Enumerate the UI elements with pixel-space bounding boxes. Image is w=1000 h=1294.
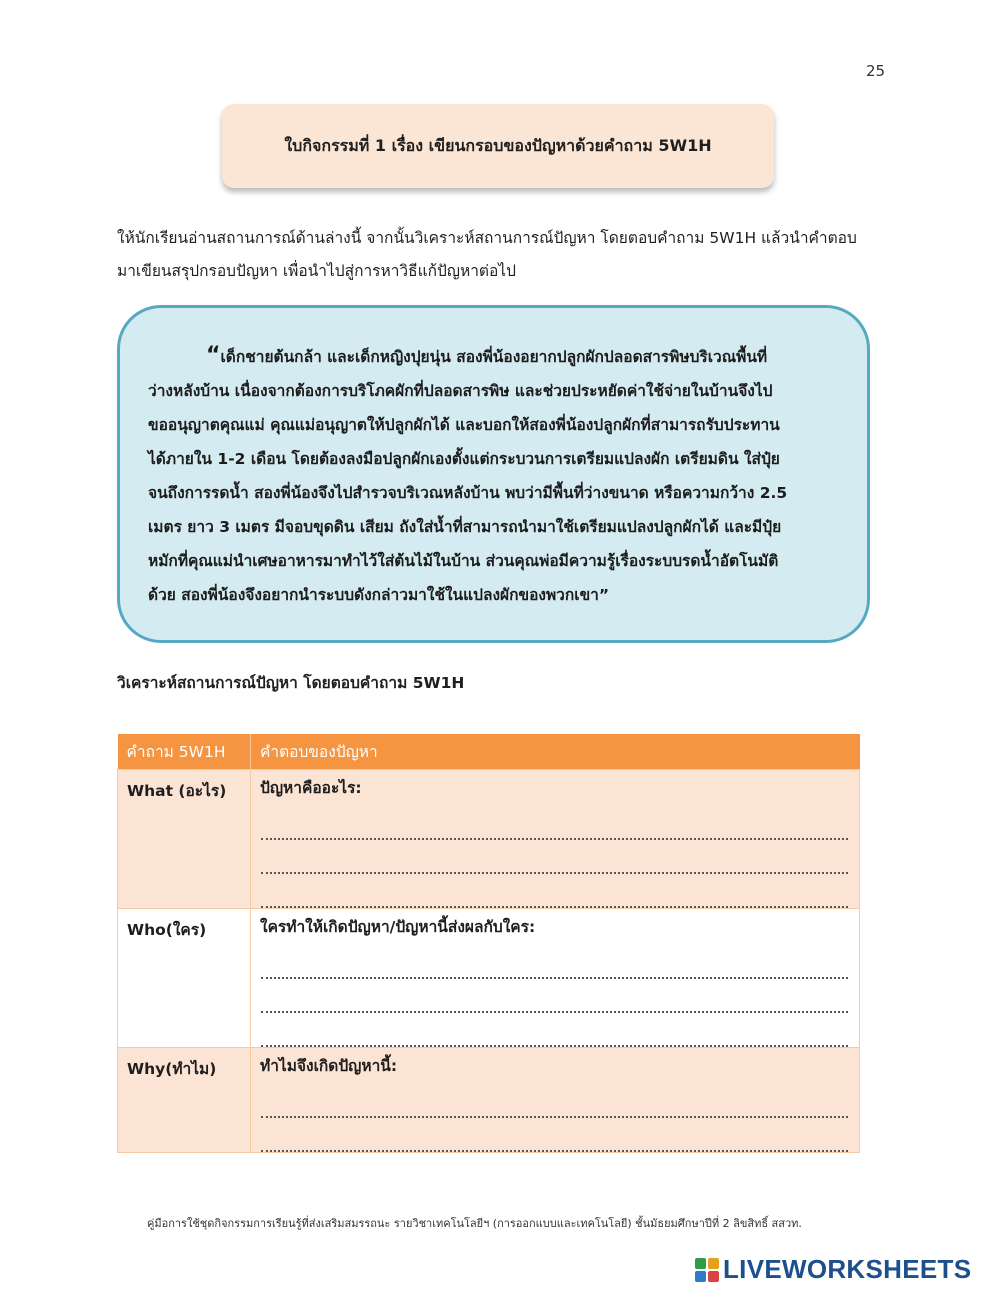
activity-title: ใบกิจกรรมที่ 1 เรื่อง เขียนกรอบของปัญหาด้วยคำถาม 5W1H — [284, 135, 712, 155]
scenario-line: ได้ภายใน 1-2 เดือน โดยต้องลงมือปลูกผักเองตั้งแต่กระบวนการเตรียมแปลงผัก เตรียมดิน ใส่ปุ๋ย — [148, 450, 780, 468]
footer-note: คู่มือการใช้ชุดกิจกรรมการเรียนรู้ที่ส่งเสริมสมรรถนะ รายวิชาเทคโนโลยีฯ (การออกแบบและเทคโนโลยี) ชั้นมัธยมศึกษาปีที่ 2 ลิขสิทธิ์ สสวท. — [147, 1217, 802, 1230]
prompt-who: ใครทำให้เกิดปัญหา/ปัญหานี้ส่งผลกับใคร: — [260, 918, 536, 936]
answer-line[interactable] — [261, 874, 848, 908]
scenario-line: ว่างหลังบ้าน เนื่องจากต้องการบริโภคผักที่ปลอดสารพิษ และช่วยประหยัดค่าใช้จ่ายในบ้านจึงไป — [148, 382, 773, 400]
table-header-row — [118, 734, 860, 770]
table-row-what — [118, 770, 860, 909]
answer-line[interactable] — [261, 1013, 848, 1047]
scenario-line: จนถึงการรดน้ำ สองพี่น้องจึงไปสำรวจบริเวณหลังบ้าน พบว่ามีพื้นที่ว่างขนาด หรือความกว้าง 2.5 — [148, 484, 788, 502]
answer-line[interactable] — [261, 1118, 848, 1152]
answer-cell-why — [251, 1048, 860, 1153]
answer-cell-what — [251, 770, 860, 909]
prompt-why: ทำไมจึงเกิดปัญหานี้: — [260, 1057, 398, 1075]
table-row-why — [118, 1048, 860, 1153]
scenario-box — [117, 305, 870, 643]
question-what: What (อะไร) — [118, 770, 251, 909]
scenario-line: “เด็กชายต้นกล้า และเด็กหญิงปุยนุ่น สองพี่น้องอยากปลูกผักปลอดสารพิษบริเวณพื้นที่ — [206, 343, 768, 368]
open-quote: “ — [206, 343, 221, 368]
prompt-what: ปัญหาคืออะไร: — [260, 779, 362, 797]
scenario-line: ด้วย สองพี่น้องจึงอยากนำระบบดังกล่าวมาใช้ในแปลงผักของพวกเขา” — [148, 586, 610, 604]
scenario-line: เมตร ยาว 3 เมตร มีจอบขุดดิน เสียม ถังใส่น้ำที่สามารถนำมาใช้เตรียมแปลงปลูกผักได้ และมีปุ๋ย — [148, 518, 782, 536]
instructions-line: มาเขียนสรุปกรอบปัญหา เพื่อนำไปสู่การหาวิธีแก้ปัญหาต่อไป — [117, 262, 516, 280]
header-answer: คำตอบของปัญหา — [251, 734, 860, 770]
header-question: คำถาม 5W1H — [118, 734, 251, 770]
answer-line[interactable] — [261, 945, 848, 979]
analysis-heading: วิเคราะห์สถานการณ์ปัญหา โดยตอบคำถาม 5W1H — [117, 674, 465, 692]
answer-line[interactable] — [261, 840, 848, 874]
instructions-line: ให้นักเรียนอ่านสถานการณ์ด้านล่างนี้ จากนั้นวิเคราะห์สถานการณ์ปัญหา โดยตอบคำถาม 5W1H แล้วนำคำตอบ — [117, 229, 857, 247]
instructions — [117, 222, 877, 288]
answer-line[interactable] — [261, 979, 848, 1013]
question-why: Why(ทำไม) — [118, 1048, 251, 1153]
logo-text: LIVEWORKSHEETS — [723, 1254, 972, 1284]
scenario-line: หมักที่คุณแม่นำเศษอาหารมาทำไว้ใส่ต้นไม้ในบ้าน ส่วนคุณพ่อมีความรู้เรื่องระบบรดน้ำอัตโนมัติ — [148, 552, 779, 570]
answer-line[interactable] — [261, 806, 848, 840]
activity-title-box — [222, 104, 774, 188]
scenario-text — [148, 340, 845, 612]
analysis-table — [117, 734, 860, 1153]
question-who: Who(ใคร) — [118, 909, 251, 1048]
answer-cell-who — [251, 909, 860, 1048]
answer-line[interactable] — [261, 1084, 848, 1118]
logo-icon — [695, 1258, 719, 1282]
table-row-who — [118, 909, 860, 1048]
page-number: 25 — [866, 62, 886, 80]
liveworksheets-logo — [695, 1254, 971, 1285]
scenario-line: ขออนุญาตคุณแม่ คุณแม่อนุญาตให้ปลูกผักได้ และบอกให้สองพี่น้องปลูกผักที่สามารถรับประทาน — [148, 416, 780, 434]
